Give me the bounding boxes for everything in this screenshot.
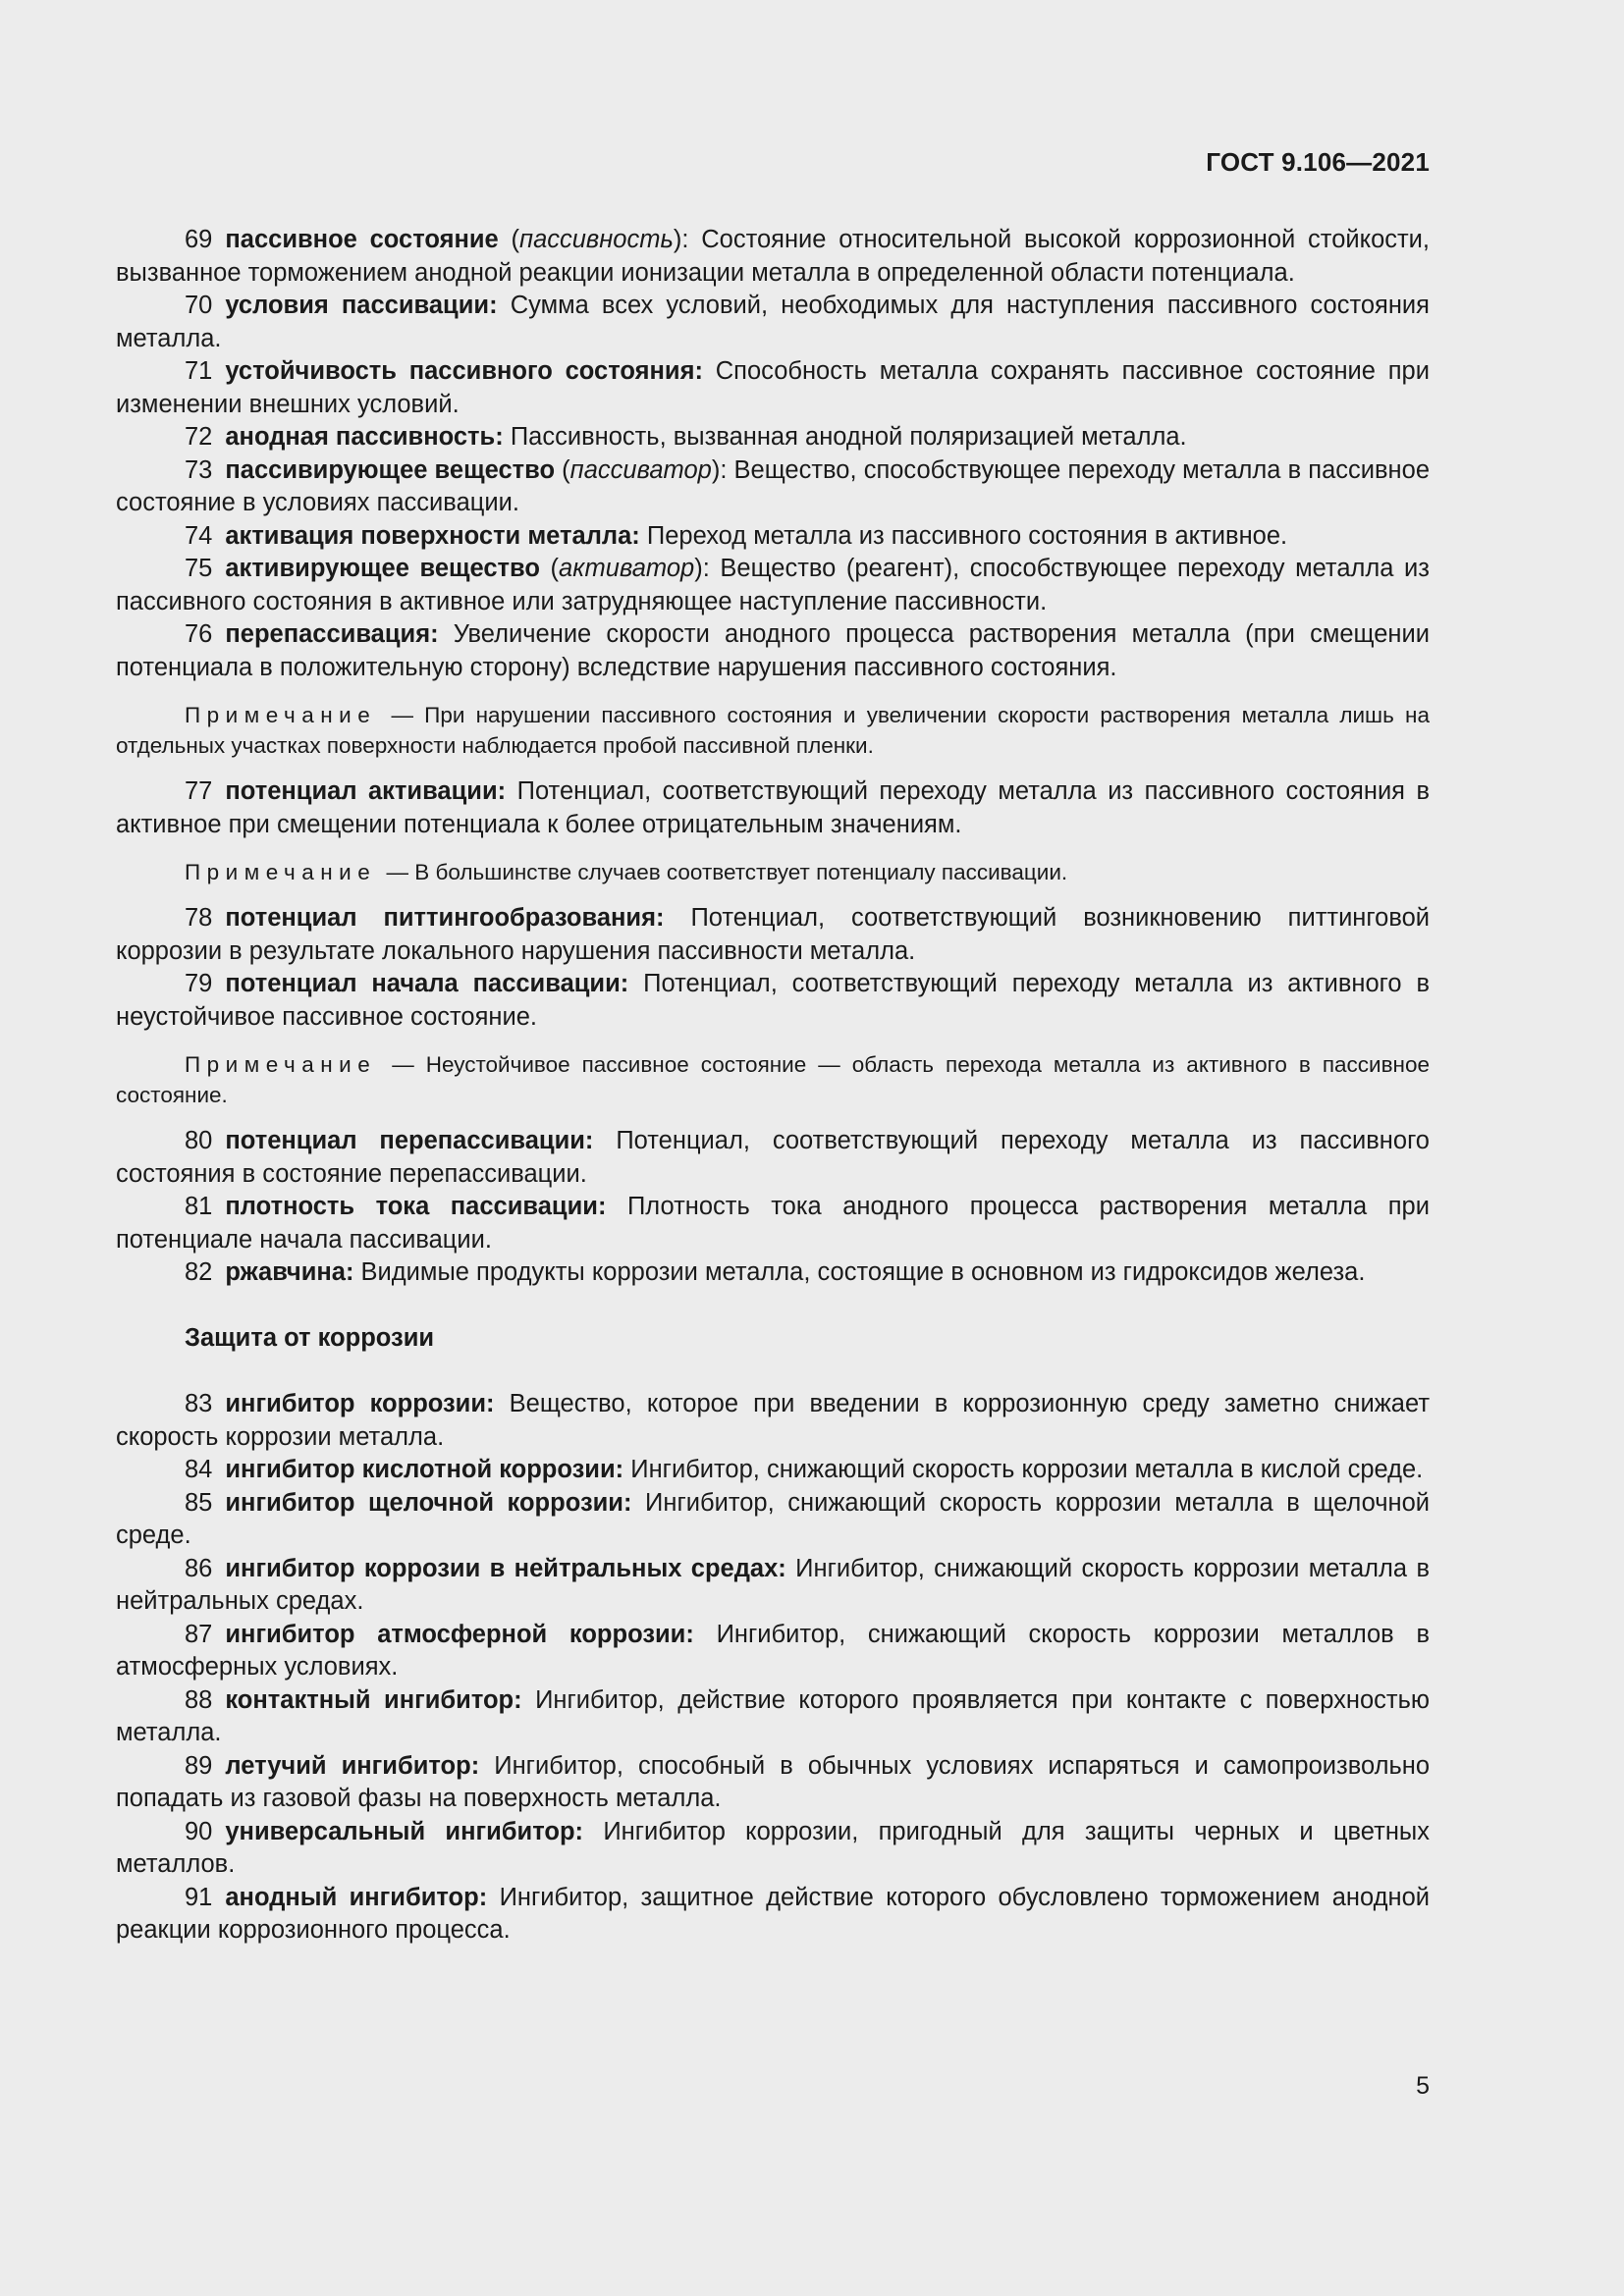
entry-definition: Видимые продукты коррозии металла, состоящие в основном из гидроксидов железа.	[360, 1258, 1366, 1286]
entry-definition: Ингибитор, защитное действие которого обусловлено торможением анодной реакции коррозионного процесса.	[116, 1883, 1430, 1944]
entry-term: устойчивость пассивного состояния:	[225, 357, 703, 385]
entry-definition: Ингибитор, снижающий скорость коррозии металлов в атмосферных условиях.	[116, 1620, 1430, 1681]
entry-term: ингибитор щелочной коррозии:	[225, 1488, 632, 1517]
entry-definition: Вещество, способствующее переходу металла в пассивное состояние в условиях пассивации.	[116, 455, 1430, 516]
entry-number: 80	[185, 1127, 213, 1154]
entry-definition: Пассивность, вызванная анодной поляризацией металла.	[510, 423, 1187, 451]
entry-term: универсальный ингибитор:	[225, 1817, 584, 1845]
entry-number: 72	[185, 423, 213, 451]
entries-group-a	[116, 224, 1430, 684]
entry-term: ржавчина:	[225, 1258, 354, 1286]
term-entry-82	[116, 1256, 1430, 1290]
entry-term: летучий ингибитор:	[225, 1751, 480, 1780]
note-label: Примечание	[185, 1052, 377, 1077]
entry-term: пассивное состояние	[225, 226, 499, 253]
note-label: Примечание	[185, 703, 377, 727]
term-entry-81	[116, 1191, 1430, 1256]
entry-term: условия пассивации:	[225, 292, 498, 319]
term-entry-79	[116, 968, 1430, 1034]
note-1	[116, 700, 1430, 761]
entry-definition: Сумма всех условий, необходимых для наступления пассивного состояния металла.	[116, 292, 1430, 352]
entry-synonym: активатор	[559, 555, 695, 582]
entry-term: потенциал перепассивации:	[225, 1127, 594, 1154]
entry-number: 83	[185, 1390, 213, 1417]
note-text: — Неустойчивое пассивное состояние — область перехода металла из активного в пассивное состояние.	[116, 1052, 1430, 1107]
entry-number: 79	[185, 970, 213, 997]
entry-definition: Плотность тока анодного процесса растворения металла при потенциале начала пассивации.	[116, 1193, 1430, 1254]
document-body	[116, 224, 1430, 1948]
entry-term: ингибитор коррозии:	[225, 1390, 495, 1417]
entry-term: анодный ингибитор:	[225, 1883, 488, 1911]
entry-term: пассивирующее вещество	[225, 455, 556, 484]
entry-definition: Потенциал, соответствующий переходу металла из пассивного состояния в состояние перепассивации.	[116, 1127, 1430, 1188]
term-entry-80	[116, 1125, 1430, 1191]
entry-number: 89	[185, 1751, 213, 1780]
term-entry-71	[116, 355, 1430, 421]
entry-definition: Ингибитор, способный в обычных условиях испаряться и самопроизвольно попадать из газовой фазы на поверхность металла.	[116, 1751, 1431, 1812]
entry-term: контактный ингибитор:	[225, 1685, 522, 1714]
term-entry-74	[116, 520, 1430, 554]
entry-definition: Потенциал, соответствующий переходу металла из активного в неустойчивое пассивное состояние.	[116, 970, 1430, 1031]
entries-group-d	[116, 1125, 1430, 1290]
entry-term: активация поверхности металла:	[225, 521, 640, 550]
entry-definition: Ингибитор, снижающий скорость коррозии металла в кислой среде.	[630, 1456, 1424, 1483]
term-entry-88	[116, 1684, 1430, 1750]
entry-definition: Увеличение скорости анодного процесса растворения металла (при смещении потенциала в положительную сторону) вследствие нарушения пассивного состояния.	[116, 620, 1430, 681]
document-header: ГОСТ 9.106—2021	[1206, 147, 1430, 177]
section-heading: Защита от коррозии	[185, 1323, 435, 1352]
term-entry-73: 73 пассивирующее вещество (пассиватор): Вещество, способствующее переходу металла в пассивное состояние в условиях пассивации.	[116, 455, 1430, 516]
entry-number: 91	[185, 1883, 213, 1911]
note-2	[116, 857, 1430, 887]
entry-number: 85	[185, 1488, 213, 1517]
entry-number: 86	[185, 1554, 213, 1582]
term-entry-72	[116, 421, 1430, 454]
term-entry-83	[116, 1388, 1430, 1454]
entry-term: потенциал питтингообразования:	[225, 904, 665, 932]
term-entry-85	[116, 1487, 1430, 1553]
term-entry-84	[116, 1454, 1430, 1487]
note-text: — При нарушении пассивного состояния и увеличении скорости растворения металла лишь на отдельных участках поверхности наблюдается пробой пассивной пленки.	[116, 703, 1430, 758]
entry-number: 81	[185, 1193, 213, 1220]
entry-number: 88	[185, 1685, 213, 1714]
entries-group-e	[116, 1388, 1430, 1948]
term-entry-76	[116, 618, 1430, 684]
entry-number: 77	[185, 777, 213, 805]
entry-definition: Вещество, которое при введении в коррозионную среду заметно снижает скорость коррозии металла.	[116, 1390, 1430, 1451]
entry-synonym: пассивность	[519, 226, 674, 253]
term-entry-87	[116, 1619, 1430, 1684]
entry-term: потенциал начала пассивации:	[225, 970, 629, 997]
term-entry-75: 75 активирующее вещество (активатор): Вещество (реагент), способствующее переходу металла из пассивного состояния в активное или затрудняющее наступление пассивности.	[116, 555, 1430, 615]
entry-definition: Ингибитор, снижающий скорость коррозии металла в щелочной среде.	[116, 1488, 1430, 1549]
term-entry-78	[116, 902, 1430, 968]
entry-term: ингибитор атмосферной коррозии:	[225, 1620, 694, 1648]
entry-term: ингибитор кислотной коррозии:	[225, 1456, 624, 1483]
term-entry-91	[116, 1882, 1430, 1948]
entry-number: 75	[185, 555, 213, 582]
page-number: 5	[1416, 2072, 1430, 2100]
entry-definition: Вещество (реагент), способствующее переходу металла из пассивного состояния в активное или затрудняющее наступление пассивности.	[116, 555, 1430, 615]
entry-term: ингибитор коррозии в нейтральных средах:	[225, 1554, 786, 1582]
entry-definition: Потенциал, соответствующий переходу металла из пассивного состояния в активное при смещении потенциала к более отрицательным значениям.	[116, 777, 1430, 838]
entry-term: анодная пассивность:	[225, 423, 504, 451]
entry-number: 84	[185, 1456, 213, 1483]
entry-number: 78	[185, 904, 213, 932]
entry-definition: Ингибитор коррозии, пригодный для защиты черных и цветных металлов.	[116, 1817, 1430, 1878]
term-entry-90	[116, 1816, 1430, 1882]
note-text: — В большинстве случаев соответствует потенциалу пассивации.	[386, 860, 1068, 884]
entry-definition: Способность металла сохранять пассивное состояние при изменении внешних условий.	[116, 357, 1430, 418]
entry-definition: Состояние относительной высокой коррозионной стойкости, вызванное торможением анодной реакции ионизации металла в определенной области потенциала.	[116, 226, 1431, 287]
entry-term: активирующее вещество	[225, 555, 540, 582]
term-entry-77	[116, 775, 1430, 841]
entry-definition: Переход металла из пассивного состояния в активное.	[646, 521, 1288, 550]
entry-number: 76	[185, 620, 213, 648]
entry-number: 82	[185, 1258, 213, 1286]
entry-definition: Ингибитор, снижающий скорость коррозии металла в нейтральных средах.	[116, 1554, 1430, 1615]
term-entry-70	[116, 290, 1430, 355]
entry-term: перепассивация:	[225, 620, 439, 648]
entry-number: 90	[185, 1817, 213, 1845]
entry-number: 74	[185, 521, 213, 550]
entry-number: 69	[185, 226, 213, 253]
entry-term: плотность тока пассивации:	[225, 1193, 607, 1220]
entry-synonym: пассиватор	[569, 455, 712, 484]
note-label: Примечание	[185, 860, 377, 884]
entry-number: 70	[185, 292, 213, 319]
entry-definition: Ингибитор, действие которого проявляется при контакте с поверхностью металла.	[116, 1685, 1430, 1746]
entry-definition: Потенциал, соответствующий возникновению питтинговой коррозии в результате локального нарушения пассивности металла.	[116, 904, 1431, 965]
entries-group-c	[116, 902, 1430, 1034]
term-entry-86	[116, 1553, 1430, 1619]
entry-number: 73	[185, 455, 213, 484]
term-entry-89	[116, 1750, 1430, 1816]
entry-term: потенциал активации:	[225, 777, 507, 805]
entries-group-b	[116, 775, 1430, 841]
entry-number: 71	[185, 357, 213, 385]
term-entry-69: 69 пассивное состояние (пассивность): Состояние относительной высокой коррозионной стойкости, вызванное торможением анодной реакции ионизации металла в определенной области потенциала.	[116, 226, 1431, 287]
entry-number: 87	[185, 1620, 213, 1648]
note-3	[116, 1049, 1430, 1110]
